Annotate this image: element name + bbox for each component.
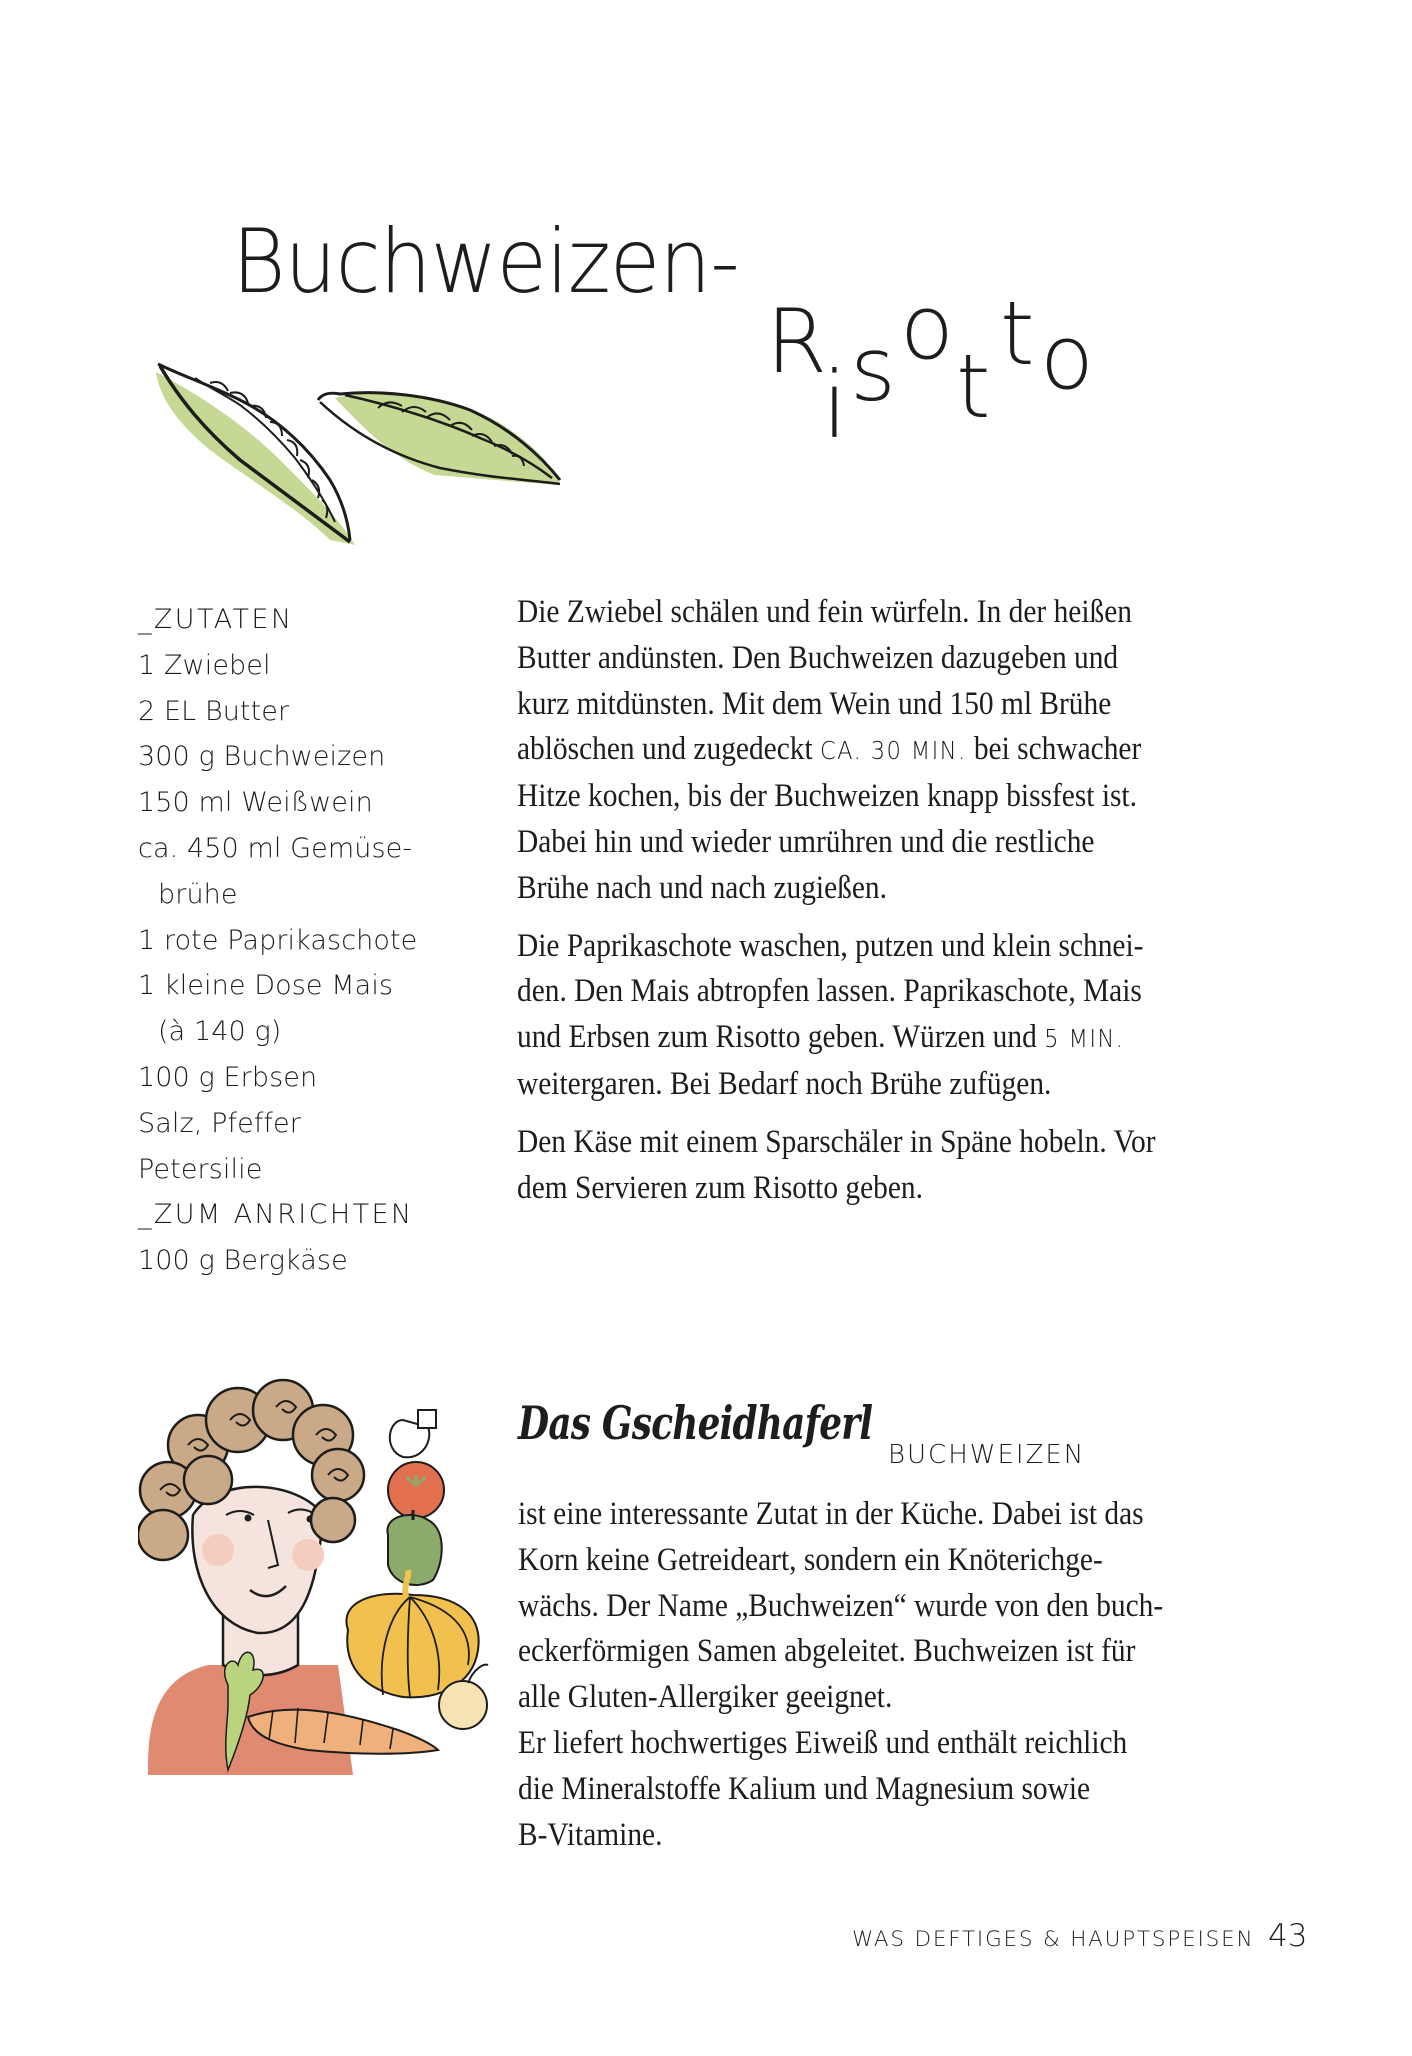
instruction-paragraph-3 <box>517 1120 1297 1212</box>
ingredients-heading: _ZUTATEN <box>138 604 294 635</box>
instruction-line: Dabei hin und wieder umrühren und die restliche <box>517 823 1095 860</box>
info-line: B-Vitamine. <box>518 1816 663 1853</box>
info-line: alle Gluten-Allergiker geeignet. <box>518 1679 893 1716</box>
instruction-line: Butter andünsten. Den Buchweizen dazugeben und <box>517 639 1119 676</box>
woman-with-vegetables-illustration <box>138 1365 498 1775</box>
title-letter-s: s <box>850 318 896 421</box>
info-box-body <box>518 1492 1308 1858</box>
info-line: Korn keine Getreideart, sondern ein Knöterichge- <box>518 1541 1103 1578</box>
ingredient-item-continuation: (à 140 g) <box>158 1016 282 1048</box>
instruction-line: Hitze kochen, bis der Buchweizen knapp bissfest ist. <box>517 778 1137 815</box>
ingredient-item: 1 Zwiebel <box>138 649 271 681</box>
ingredient-item: 150 ml Weißwein <box>138 787 373 819</box>
instruction-line-with-time <box>517 727 1223 774</box>
ingredient-item: 1 rote Paprikaschote <box>138 924 418 956</box>
info-line: Er liefert hochwertiges Eiweiß und enthält reichlich <box>518 1724 1128 1761</box>
cooking-time: 5 MIN. <box>1044 1024 1125 1054</box>
instruction-line: kurz mitdünsten. Mit dem Wein und 150 ml Brühe <box>517 685 1112 722</box>
instruction-line: den. Den Mais abtropfen lassen. Paprikaschote, Mais <box>517 973 1142 1010</box>
info-box-tag: BUCHWEIZEN <box>888 1440 1086 1470</box>
serving-heading: _ZUM ANRICHTEN <box>138 1199 414 1231</box>
serving-item: 100 g Bergkäse <box>138 1245 348 1277</box>
ingredient-item: Petersilie <box>138 1153 263 1185</box>
ingredient-item: 1 kleine Dose Mais <box>138 970 394 1002</box>
recipe-title-line1: Buchweizen- <box>232 210 739 313</box>
instruction-text: bei schwacher <box>966 731 1142 768</box>
instruction-paragraph-1 <box>517 590 1297 912</box>
title-letter-r: R <box>766 290 828 393</box>
info-line: die Mineralstoffe Kalium und Magnesium sowie <box>518 1770 1091 1807</box>
instruction-paragraph-2 <box>517 924 1297 1108</box>
ingredient-item: 300 g Buchweizen <box>138 741 386 773</box>
title-letter-i: i <box>822 352 848 459</box>
page-number: 43 <box>1268 1918 1308 1954</box>
ingredient-item-continuation: brühe <box>158 878 238 910</box>
instruction-line: Die Zwiebel schälen und fein würfeln. In der heißen <box>517 594 1132 630</box>
info-line: eckerförmigen Samen abgeleitet. Buchweizen ist für <box>518 1633 1136 1670</box>
instruction-line: Brühe nach und nach zugießen. <box>517 869 887 906</box>
instruction-line: dem Servieren zum Risotto geben. <box>517 1169 923 1206</box>
info-line: ist eine interessante Zutat in der Küche. Dabei ist das <box>518 1496 1144 1532</box>
instruction-line-with-time <box>517 1015 1223 1062</box>
info-box-heading: Das Gscheidhaferl <box>518 1396 873 1450</box>
title-letter-o1: o <box>900 276 954 379</box>
instructions <box>517 590 1297 1223</box>
instruction-line: Die Paprikaschote waschen, putzen und klein schnei- <box>517 927 1144 964</box>
ingredient-item: 100 g Erbsen <box>138 1061 318 1093</box>
ingredient-item: ca. 450 ml Gemüse- <box>138 832 413 864</box>
footer-section-title: WAS DEFTIGES & HAUPTSPEISEN <box>852 1927 1255 1952</box>
ingredients-list <box>138 597 458 1284</box>
pea-pods-illustration <box>150 350 570 550</box>
instruction-line: weitergaren. Bei Bedarf noch Brühe zufügen. <box>517 1065 1052 1102</box>
title-letter-o2: o <box>1040 306 1094 409</box>
title-letter-t1: t <box>956 335 991 438</box>
info-line: wächs. Der Name „Buchweizen“ wurde von den buch- <box>518 1587 1164 1624</box>
instruction-text: und Erbsen zum Risotto geben. Würzen und <box>517 1019 1037 1056</box>
ingredient-item: 2 EL Butter <box>138 695 290 727</box>
instruction-text: ablöschen und zugedeckt <box>517 731 813 768</box>
instruction-line: Den Käse mit einem Sparschäler in Späne hobeln. Vor <box>517 1123 1156 1160</box>
ingredient-item: Salz, Pfeffer <box>138 1107 301 1139</box>
cooking-time: CA. 30 MIN. <box>820 736 967 766</box>
title-letter-t2: t <box>1000 282 1035 385</box>
